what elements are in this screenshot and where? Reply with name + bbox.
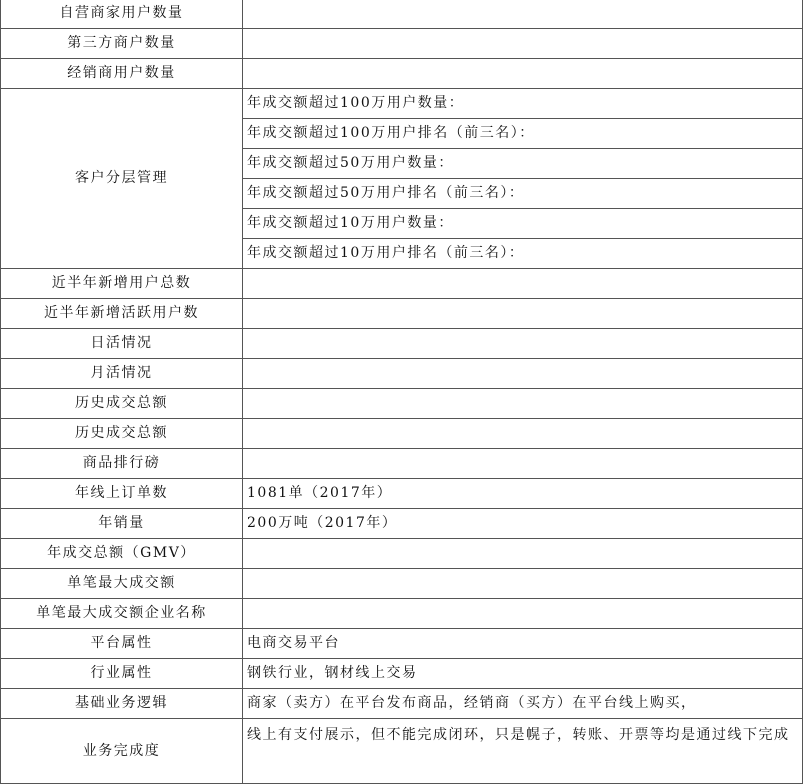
row-value[interactable] bbox=[243, 299, 803, 329]
row-value[interactable]: 商家（卖方）在平台发布商品，经销商（买方）在平台线上购买， bbox=[243, 689, 803, 719]
row-value[interactable] bbox=[243, 599, 803, 629]
row-value[interactable]: 钢铁行业，钢材线上交易 bbox=[243, 659, 803, 689]
row-label: 单笔最大成交额 bbox=[1, 569, 243, 599]
table-row bbox=[1, 719, 803, 784]
row-value[interactable] bbox=[243, 59, 803, 89]
table-row bbox=[1, 389, 803, 419]
row-label: 历史成交总额 bbox=[1, 419, 243, 449]
row-label: 经销商用户数量 bbox=[1, 59, 243, 89]
row-value[interactable]: 线上有支付展示，但不能完成闭环，只是幌子，转账、开票等均是通过线下完成 bbox=[243, 719, 803, 784]
row-label: 月活情况 bbox=[1, 359, 243, 389]
segmentation-item[interactable]: 年成交额超过10万用户排名（前三名）： bbox=[243, 239, 803, 269]
row-value[interactable] bbox=[243, 269, 803, 299]
row-label: 年线上订单数 bbox=[1, 479, 243, 509]
table-row bbox=[1, 269, 803, 299]
table-row bbox=[1, 449, 803, 479]
row-label: 单笔最大成交额企业名称 bbox=[1, 599, 243, 629]
row-label: 自营商家用户数量 bbox=[1, 0, 243, 29]
row-value[interactable]: 1081单（2017年） bbox=[243, 479, 803, 509]
row-value[interactable]: 电商交易平台 bbox=[243, 629, 803, 659]
table-row bbox=[1, 419, 803, 449]
row-label: 历史成交总额 bbox=[1, 389, 243, 419]
row-label: 基础业务逻辑 bbox=[1, 689, 243, 719]
table-row bbox=[1, 629, 803, 659]
segmentation-item[interactable]: 年成交额超过50万用户排名（前三名）： bbox=[243, 179, 803, 209]
row-label: 商品排行磅 bbox=[1, 449, 243, 479]
table-row bbox=[1, 569, 803, 599]
table-row bbox=[1, 359, 803, 389]
table-row bbox=[1, 479, 803, 509]
table-row bbox=[1, 299, 803, 329]
row-value[interactable] bbox=[243, 449, 803, 479]
table-row bbox=[1, 509, 803, 539]
row-value[interactable] bbox=[243, 0, 803, 29]
row-label: 近半年新增用户总数 bbox=[1, 269, 243, 299]
segmentation-item[interactable]: 年成交额超过100万用户排名（前三名）： bbox=[243, 119, 803, 149]
row-value[interactable] bbox=[243, 419, 803, 449]
table-row bbox=[1, 59, 803, 89]
row-value[interactable] bbox=[243, 539, 803, 569]
table-row bbox=[1, 0, 803, 29]
segmentation-item[interactable]: 年成交额超过100万用户数量： bbox=[243, 89, 803, 119]
table-row bbox=[1, 29, 803, 59]
row-label: 年销量 bbox=[1, 509, 243, 539]
segmentation-item[interactable]: 年成交额超过10万用户数量： bbox=[243, 209, 803, 239]
row-label: 第三方商户数量 bbox=[1, 29, 243, 59]
row-label: 平台属性 bbox=[1, 629, 243, 659]
row-label: 业务完成度 bbox=[1, 719, 243, 784]
table-row bbox=[1, 659, 803, 689]
row-value[interactable] bbox=[243, 359, 803, 389]
row-value[interactable] bbox=[243, 389, 803, 419]
table-row bbox=[1, 599, 803, 629]
row-value[interactable] bbox=[243, 569, 803, 599]
row-value[interactable]: 200万吨（2017年） bbox=[243, 509, 803, 539]
table-row bbox=[1, 689, 803, 719]
segmentation-label: 客户分层管理 bbox=[1, 89, 243, 269]
table-row bbox=[1, 539, 803, 569]
table-row bbox=[1, 329, 803, 359]
row-value[interactable] bbox=[243, 29, 803, 59]
row-value[interactable] bbox=[243, 329, 803, 359]
row-label: 日活情况 bbox=[1, 329, 243, 359]
segmentation-item[interactable]: 年成交额超过50万用户数量： bbox=[243, 149, 803, 179]
table-row bbox=[1, 89, 803, 119]
row-label: 近半年新增活跃用户数 bbox=[1, 299, 243, 329]
row-label: 年成交总额（GMV） bbox=[1, 539, 243, 569]
row-label: 行业属性 bbox=[1, 659, 243, 689]
